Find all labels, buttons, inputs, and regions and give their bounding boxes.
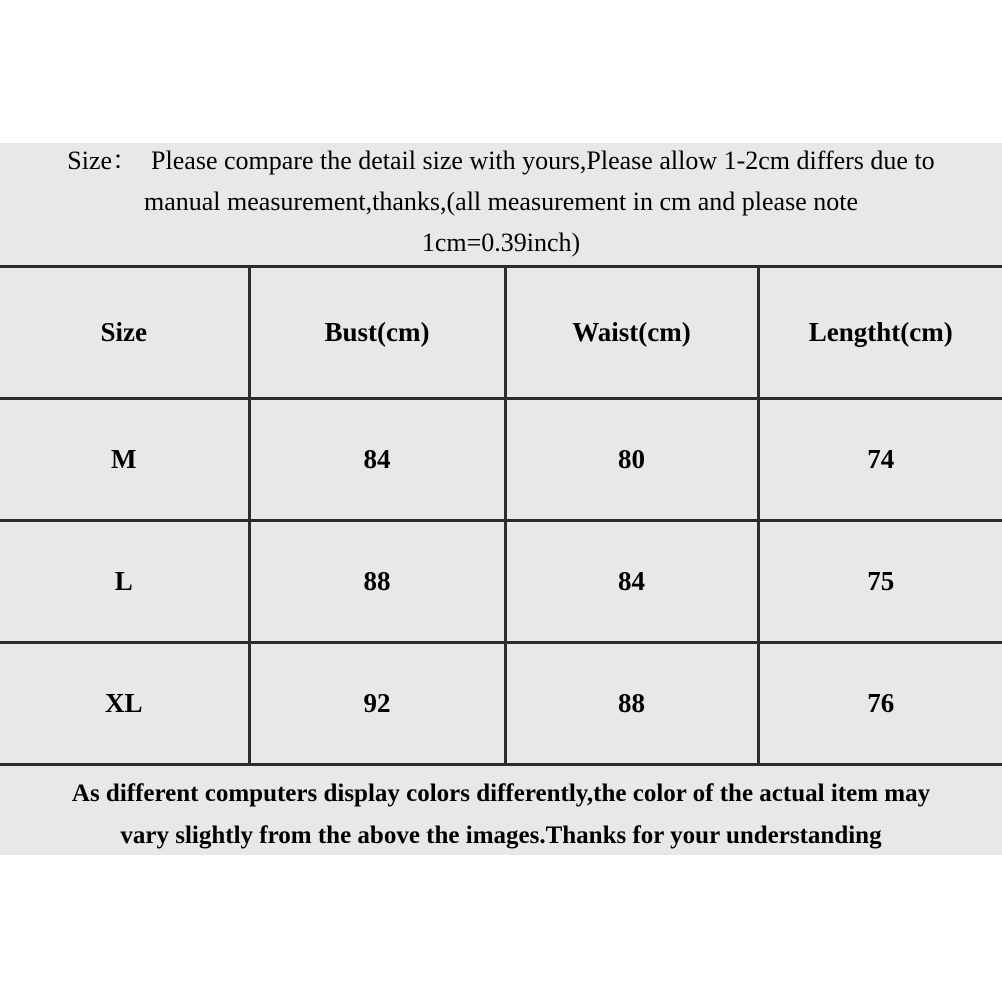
color-disclaimer-line2: vary slightly from the above the images.Thanks for your understanding [120,822,882,849]
size-value: M [0,399,249,521]
length-value: 75 [758,521,1002,643]
measurement-note-line1: Size： Please compare the detail size with yours,Please allow 1-2cm differs due to [67,146,935,175]
waist-value: 80 [505,399,758,521]
size-value: L [0,521,249,643]
color-disclaimer-line1: As different computers display colors differently,the color of the actual item may [71,780,931,807]
size-table-header-row [0,267,1002,399]
measurement-note [0,143,1002,263]
table-row-m [0,399,1002,521]
length-value: 74 [758,399,1002,521]
size-value: XL [0,643,249,765]
length-value: 76 [758,643,1002,765]
waist-value: 88 [505,643,758,765]
column-header-length: Lengtht(cm) [758,267,1002,399]
table-row-l [0,521,1002,643]
bust-value: 88 [249,521,505,643]
measurement-note-line2: manual measurement,thanks,(all measurement in cm and please note [143,187,859,216]
measurement-note-line3: 1cm=0.39inch) [421,228,581,257]
size-table [0,265,1002,766]
column-header-waist: Waist(cm) [505,267,758,399]
color-disclaimer [0,773,1002,855]
bust-value: 84 [249,399,505,521]
size-info-panel [0,143,1002,855]
column-header-bust: Bust(cm) [249,267,505,399]
column-header-size: Size [0,267,249,399]
bust-value: 92 [249,643,505,765]
table-row-xl [0,643,1002,765]
waist-value: 84 [505,521,758,643]
